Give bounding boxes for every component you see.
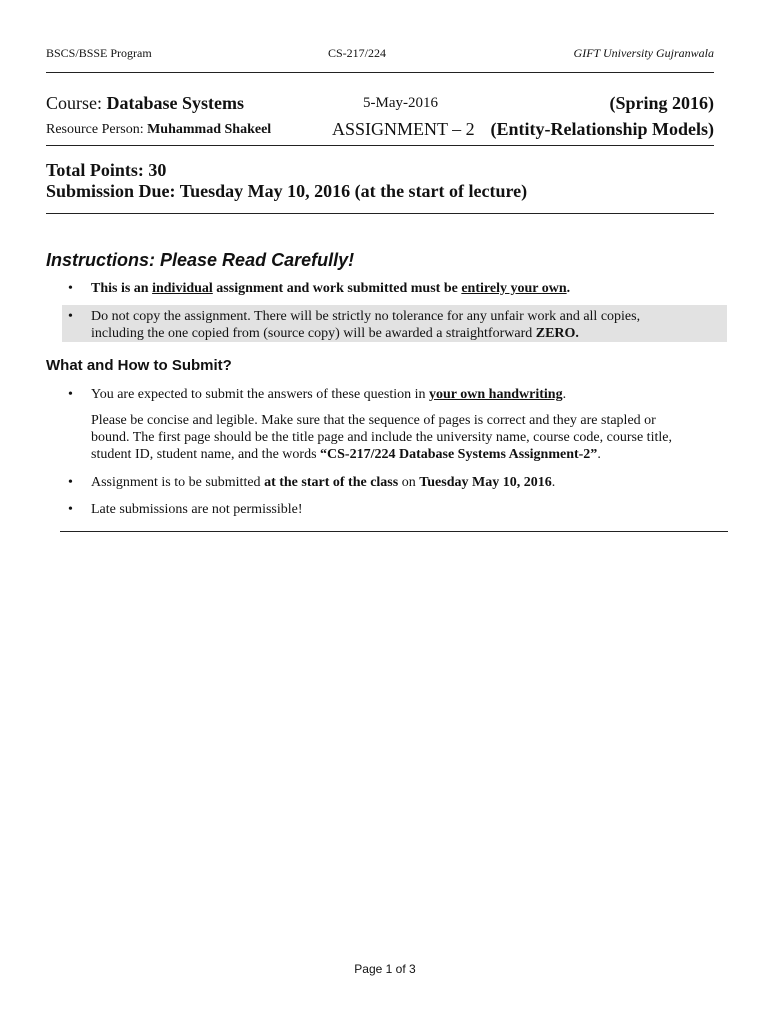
resource-person-label: Resource Person: [46,122,148,137]
summary-rule [46,213,714,214]
program-label: BSCS/BSSE Program [46,46,152,60]
running-header [46,46,714,62]
submit-text: on [398,475,420,490]
paragraph-text: . [597,447,601,462]
total-points: Total Points: 30 [46,160,167,180]
term-label: (Spring 2016) [609,93,714,113]
own-work-emphasis: entirely your own [461,281,567,296]
header-rule [46,72,714,73]
assignment-row [46,119,714,141]
resource-person-name: Muhammad Shakeel [147,122,272,137]
instruction-line: Do not copy the assignment. There will be strictly no tolerance for any unfair work and all copies, [91,309,641,324]
bullet-glyph: • [68,309,73,324]
summary-block [46,160,527,202]
submit-text: You are expected to submit the answers of these question in [91,387,430,402]
handwriting-emphasis: your own handwriting [429,387,563,402]
paragraph-line: bound. The first page should be the title page and include the university name, course code, course title, [91,430,672,445]
resource-person [46,122,271,138]
course-row [46,93,714,115]
course-name: Database Systems [106,93,244,113]
submit-text: Assignment is to be submitted [91,475,265,490]
bullet-glyph: • [68,502,73,517]
submission-due: Submission Due: Tuesday May 10, 2016 (at the start of lecture) [46,181,528,201]
zero-emphasis: ZERO. [535,326,579,341]
paragraph-line [91,446,672,463]
bullet-glyph: • [68,387,73,402]
submit-text: . [551,475,556,490]
title-words-emphasis: “CS-217/224 Database Systems Assignment-2” [320,447,598,462]
submit-late: Late submissions are not permissible! [91,502,303,517]
course-code: CS-217/224 [328,46,387,60]
submit-text: . [562,387,567,402]
due-date-emphasis: Tuesday May 10, 2016 [419,475,552,490]
assignment-number: ASSIGNMENT – 2 [332,119,475,139]
assignment-topic: (Entity-Relationship Models) [490,119,714,139]
instruction-text: assignment and work submitted must be [212,281,462,296]
instruction-line [91,325,640,342]
submit-heading: What and How to Submit? [46,357,232,374]
instruction-text: including the one copied from (source copy) will be awarded a straightforward [91,326,536,341]
course-rule [46,145,714,146]
paragraph-text: student ID, student name, and the words [91,447,321,462]
instructions-heading: Instructions: Please Read Carefully! [46,250,355,270]
submit-timing [91,474,555,491]
issue-date: 5-May-2016 [363,95,438,111]
instruction-text: . [566,281,571,296]
submit-paragraph [91,412,672,463]
course-title [46,93,244,114]
instruction-text: This is an [91,281,153,296]
individual-emphasis: individual [152,281,213,296]
start-of-class-emphasis: at the start of the class [264,475,399,490]
end-rule [60,531,728,532]
bullet-glyph: • [68,475,73,490]
page-number: Page 1 of 3 [354,962,416,976]
course-label: Course: [46,93,107,113]
instruction-no-copy [91,308,640,342]
instruction-individual [91,280,570,297]
submit-handwriting [91,386,566,403]
bullet-glyph: • [68,281,73,296]
university-name: GIFT University Gujranwala [573,46,714,60]
paragraph-line: Please be concise and legible. Make sure that the sequence of pages is correct and they are stapled or [91,413,656,428]
